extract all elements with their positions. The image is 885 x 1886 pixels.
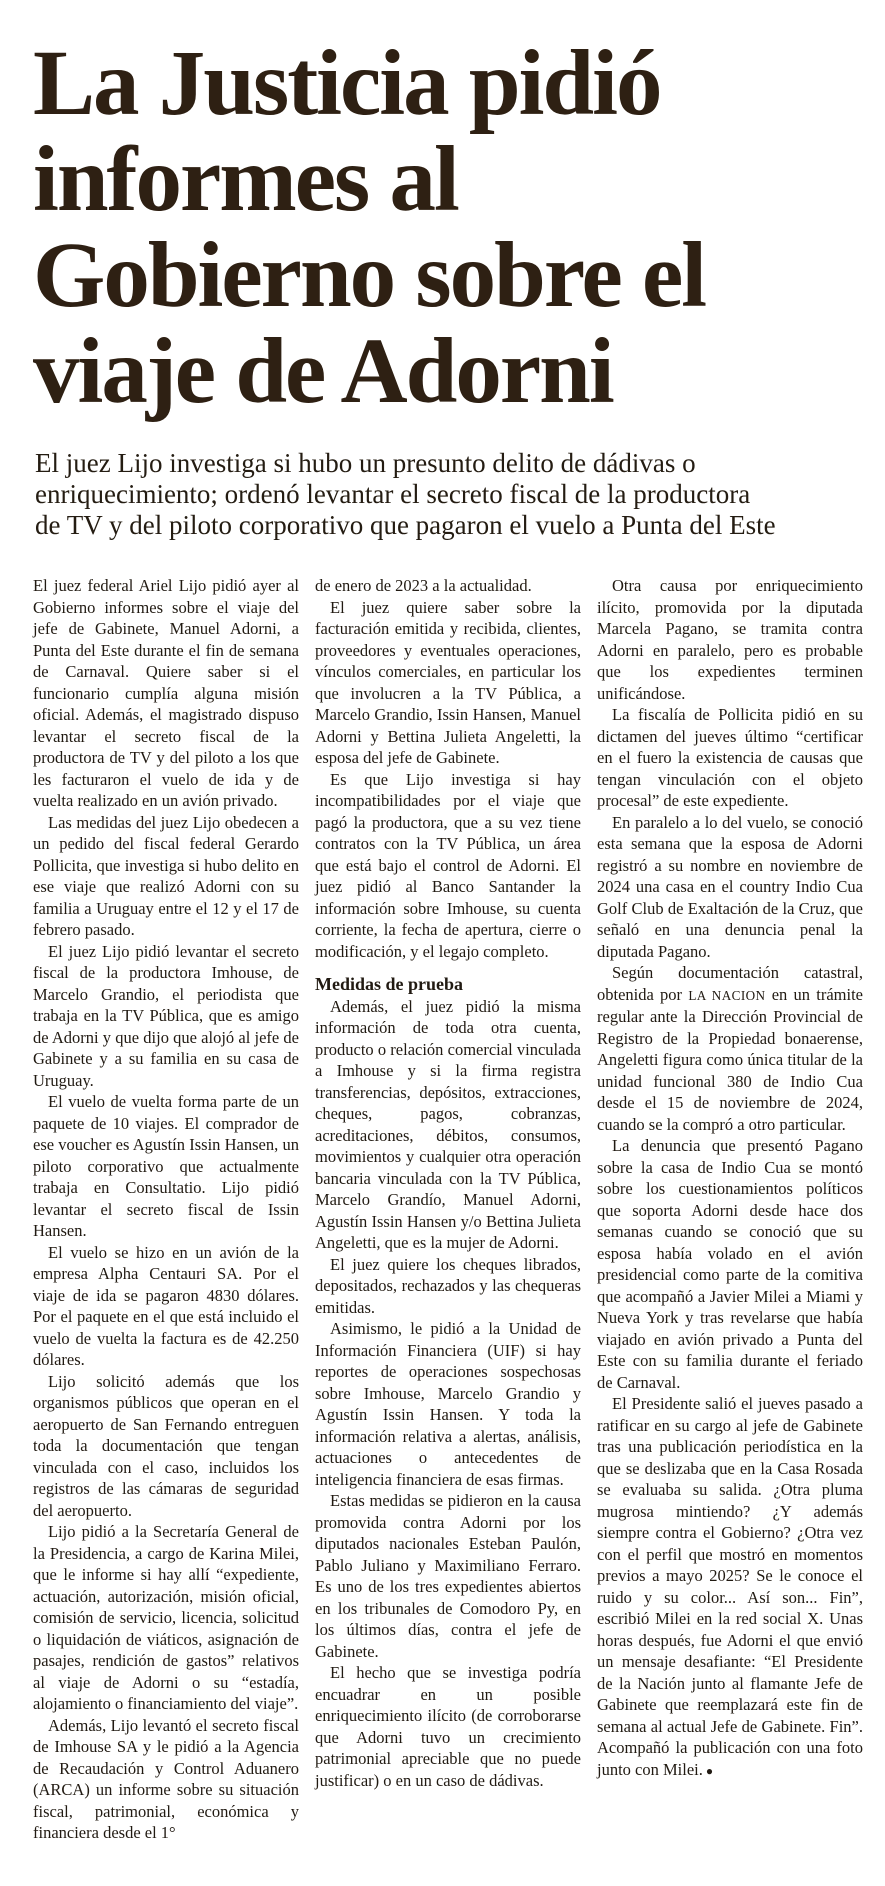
article-paragraph: Estas medidas se pidieron en la causa promovida contra Adorni por los diputados nacionales Esteban Paulón, Pablo Juliano y Maximiliano Ferraro. Es uno de los tres expedientes abiertos en los tribunales de Comodoro Py, en los últimos días, contra el jefe de Gabinete.	[315, 1491, 581, 1661]
article-paragraph: La fiscalía de Pollicita pidió en su dictamen del jueves último “certificar en el fuero la existencia de causas que tengan vinculación con el objeto procesal” de este expediente.	[597, 705, 863, 810]
article-paragraph: El juez quiere los cheques librados, depositados, rechazados y las chequeras emitidas.	[315, 1254, 581, 1317]
article-paragraph: El vuelo de vuelta forma parte de un paquete de 10 viajes. El comprador de ese voucher es Agustín Issin Hansen, un piloto corporativo que actualmente trabaja en Consultatio. Lijo pidió levantar el secreto fiscal de Issin Hansen.	[33, 1092, 299, 1240]
article-paragraph: El juez Lijo pidió levantar el secreto fiscal de la productora Imhouse, de Marcelo Grandio, el periodista que trabaja en la TV Pública, que es amigo de Adorni y que dijo que alojó al jefe de Gabinete y a su familia en su casa de Uruguay.	[33, 941, 299, 1090]
article-paragraph: El juez federal Ariel Lijo pidió ayer al Gobierno informes sobre el viaje del jefe de Gabinete, Manuel Adorni, a Punta del Este durante el fin de semana de Carnaval. Quiere saber si el funcionario cumplía alguna misión oficial. Además, el magistrado dispuso levantar el secreto fiscal de la productora de TV y del piloto a los que les facturaron el vuelo de ida y de vuelta realizado en un avión privado.	[33, 576, 299, 810]
article-paragraph: Según documentación catastral, obtenida por LA NACION en un trámite regular ante la Dirección Provincial de Registro de la Propiedad bonaerense, Angeletti figura como única titular de la unidad funcional 380 de Indio Cua desde el 15 de noviembre de 2024, cuando se la compró a otro particular.	[597, 963, 864, 1134]
headline-line-4: viaje de Adorni	[33, 320, 613, 423]
article-paragraph: Además, Lijo levantó el secreto fiscal de Imhouse SA y le pidió a la Agencia de Recaudación y Control Aduanero (ARCA) un informe sobre su situación fiscal, patrimonial, económica y financiera desde el 1°	[33, 1715, 299, 1842]
article-paragraph: Lijo pidió a la Secretaría General de la Presidencia, a cargo de Karina Milei, que le informe si hay allí “expediente, actuación, autorización, misión oficial, comisión de servicio, licencia, solicitud o liquidación de viáticos, asignación de pasajes, rendición de gastos” relativos al viaje de Adorni o su “estadía, alojamiento o financiamiento del viaje”.	[33, 1522, 299, 1713]
article-column-2	[315, 575, 581, 1844]
article-end-mark-icon: ●	[702, 1763, 714, 1778]
article-paragraph: El juez quiere saber sobre la facturación emitida y recibida, clientes, proveedores y eventuales operaciones, vínculos comerciales, en particular los que involucren a la TV Pública, a Marcelo Grandio, Issin Hansen, Manuel Adorni y Bettina Julieta Angeletti, la esposa del jefe de Gabinete.	[315, 597, 581, 767]
article-paragraph: Otra causa por enriquecimiento ilícito, promovida por la diputada Marcela Pagano, se tramita contra Adorni en paralelo, pero es probable que los expedientes terminen unificándose.	[597, 576, 863, 703]
article-paragraph: El hecho que se investiga podría encuadrar en un posible enriquecimiento ilícito (de corroborarse que Adorni tuvo un crecimiento patrimonial apreciable que no puede justificar) o en un caso de dádivas.	[315, 1663, 581, 1790]
article-paragraph: de enero de 2023 a la actualidad.	[315, 576, 532, 595]
headline-line-2: informes al	[33, 128, 458, 231]
article-paragraph: Asimismo, le pidió a la Unidad de Información Financiera (UIF) si hay reportes de operaciones sospechosas sobre Imhouse, Marcelo Grandio y Agustín Issin Hansen. Y toda la información relativa a alertas, análisis, actuaciones o antecedentes de inteligencia financiera de esas firmas.	[315, 1319, 581, 1489]
article-paragraph: Es que Lijo investiga si hay incompatibilidades por el viaje que pagó la productora, que a su vez tiene contratos con la TV Pública, un área que está bajo el control de Adorni. El juez pidió al Banco Santander la información sobre Imhouse, su cuenta corriente, la fecha de apertura, cierre o modificación, y el legajo completo.	[315, 769, 581, 961]
article-subtitle	[35, 448, 863, 541]
article-headline	[33, 32, 865, 423]
section-subheading: Medidas de prueba	[315, 974, 464, 994]
subtitle-line-3: de TV y del piloto corporativo que pagaron el vuelo a Punta del Este	[35, 510, 776, 540]
subtitle-line-1: El juez Lijo investiga si hubo un presunto delito de dádivas o	[35, 448, 696, 478]
article-paragraph: El Presidente salió el jueves pasado a ratificar en su cargo al jefe de Gabinete tras una publicación periodística en la que se deslizaba que en la Casa Rosada se evaluaba su salida. ¿Otra pluma mugrosa mintiendo? ¿Y además siempre contra el Gobierno? ¿Otra vez con el perfil que mostró en momentos previos a mayo 2025? Se le conoce el ruido y su color... Así son... Fin”, escribió Milei en la red social X. Unas horas después, fue Adorni el que envió un mensaje desafiante: “El Presidente de la Nación junto al flamante Jefe de Gabinete que reemplazará este fin de semana al actual Jefe de Gabinete. Fin”. Acompañó la publicación con una foto junto con Milei. ●	[597, 1394, 863, 1779]
article-paragraph: En paralelo a lo del vuelo, se conoció esta semana que la esposa de Adorni registró a su nombre en noviembre de 2024 una casa en el country Indio Cua Golf Club de Exaltación de la Cruz, que señaló en una denuncia penal la diputada Pagano.	[597, 812, 863, 961]
la-nacion-brand-smallcaps: LA NACION	[688, 987, 766, 1003]
article-paragraph: Las medidas del juez Lijo obedecen a un pedido del fiscal federal Gerardo Pollicita, que investiga si hubo delito en ese viaje que realizó Adorni con su familia a Uruguay entre el 12 y el 17 de febrero pasado.	[33, 812, 299, 939]
article-paragraph: La denuncia que presentó Pagano sobre la casa de Indio Cua se montó sobre los cuestionamientos políticos que soporta Adorni desde hace dos semanas cuando se conoció que su esposa había volado en el avión presidencial como parte de la comitiva que acompañó a Javier Milei a Miami y Nueva York y tras revelarse que había viajado en avión privado a Punta del Este con su familia durante el feriado de Carnaval.	[597, 1136, 863, 1392]
article-paragraph: Además, el juez pidió la misma información de toda otra cuenta, producto o relación comercial vinculada a Imhouse y si la firma registra transferencias, depósitos, extracciones, cheques, pagos, cobranzas, acreditaciones, débitos, consumos, movimientos y cualquier otra operación bancaria vinculada con la TV Pública, Marcelo Grandío, Manuel Adorni, Agustín Issin Hansen y/o Bettina Julieta Angeletti, que es la mujer de Adorni.	[315, 996, 581, 1252]
headline-line-1: La Justicia pidió	[33, 32, 661, 135]
article-paragraph: Lijo solicitó además que los organismos públicos que operan en el aeropuerto de San Fernando entreguen toda la documentación que tengan vinculada con el caso, incluidos los registros de las cámaras de seguridad del aeropuerto.	[33, 1371, 299, 1520]
subtitle-line-2: enriquecimiento; ordenó levantar el secreto fiscal de la productora	[35, 479, 751, 509]
article-column-3	[597, 575, 863, 1844]
article-paragraph: El vuelo se hizo en un avión de la empresa Alpha Centauri SA. Por el viaje de ida se pagaron 4830 dólares. Por el paquete en el que está incluido el vuelo de vuelta la factura es de 42.250 dólares.	[33, 1242, 299, 1369]
headline-line-3: Gobierno sobre el	[33, 224, 706, 327]
article-column-1	[33, 575, 299, 1844]
article-body-columns	[33, 575, 865, 1844]
